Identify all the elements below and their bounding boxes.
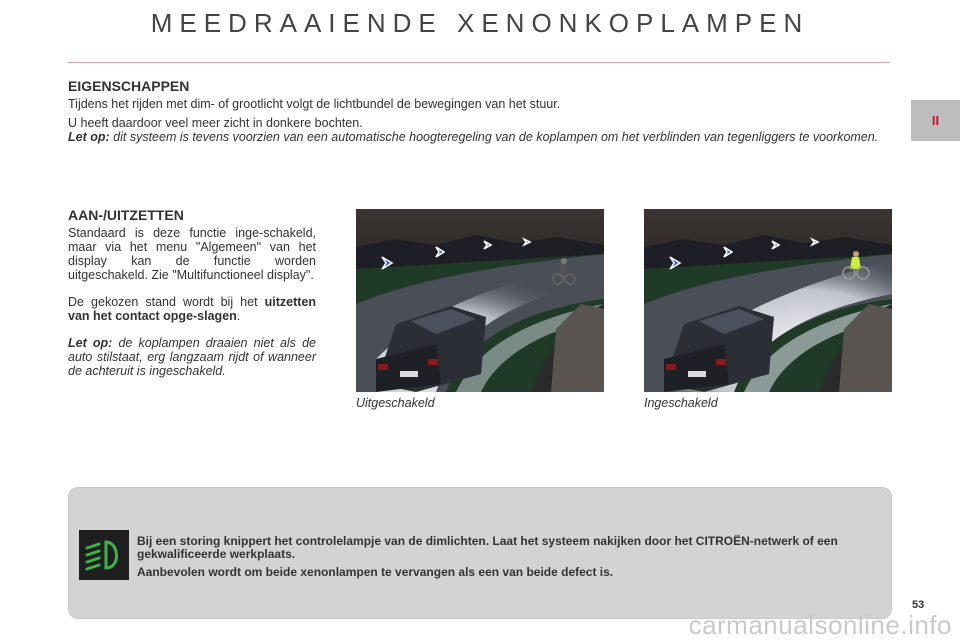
section2-paragraph-2 [68,295,316,323]
p2-end: . [236,309,241,323]
title-divider [68,62,890,63]
section-heading-aan-uitzetten: AAN-/UITZETTEN [68,207,184,223]
p2-bold: uitzetten van het contact opge-slagen [68,295,316,323]
section2-note [68,336,316,378]
page-title: MEEDRAAIENDE XENONKOPLAMPEN [150,8,810,38]
figure-caption-off: Uitgeschakeld [356,396,435,410]
dipped-beam-lamp-icon [79,530,129,580]
figure-headlights-off [356,209,604,392]
night-road-illustration [356,209,604,392]
section1-paragraph-2: U heeft daardoor veel meer zicht in donkere bochten. [68,116,363,130]
page-number: 53 [912,599,925,611]
p2-text: De gekozen stand wordt bij het [68,295,265,309]
note-label: Let op: [68,130,110,144]
section2-paragraph-1: Standaard is deze functie inge-schakeld, maar via het menu "Algemeen" van het display kan de functie worden uitgeschakeld. Zie "Multifunctioneel display". [68,226,316,282]
section1-note [68,130,890,144]
night-road-illustration-active [644,209,892,392]
figure-caption-on: Ingeschakeld [644,396,718,410]
warning-text-2: Aanbevolen wordt om beide xenonlampen te vervangen als een van beide defect is. [137,565,614,579]
warning-text-1: Bij een storing knippert het controlelampje van de dimlichten. Laat het systeem nakijken door het CITROËN-netwerk of een gekwalificeerde werkplaats. [137,534,838,561]
note-label: Let op: [68,336,113,350]
watermark: carmanualsonline.info [688,610,952,640]
figure-headlights-on [644,209,892,392]
chapter-tab[interactable]: II [911,100,960,141]
section-heading-eigenschappen: EIGENSCHAPPEN [68,78,190,94]
note-text: de koplampen draaien niet als de auto stilstaat, erg langzaam rijdt of wanneer de achteruit is ingeschakeld. [68,336,316,378]
note-text: dit systeem is tevens voorzien van een automatische hoogteregeling van de koplampen om het verblinden van tegenliggers te voorkomen. [109,130,879,144]
section1-paragraph-1: Tijdens het rijden met dim- of grootlicht volgt de lichtbundel de bewegingen van het stuur. [68,97,561,111]
